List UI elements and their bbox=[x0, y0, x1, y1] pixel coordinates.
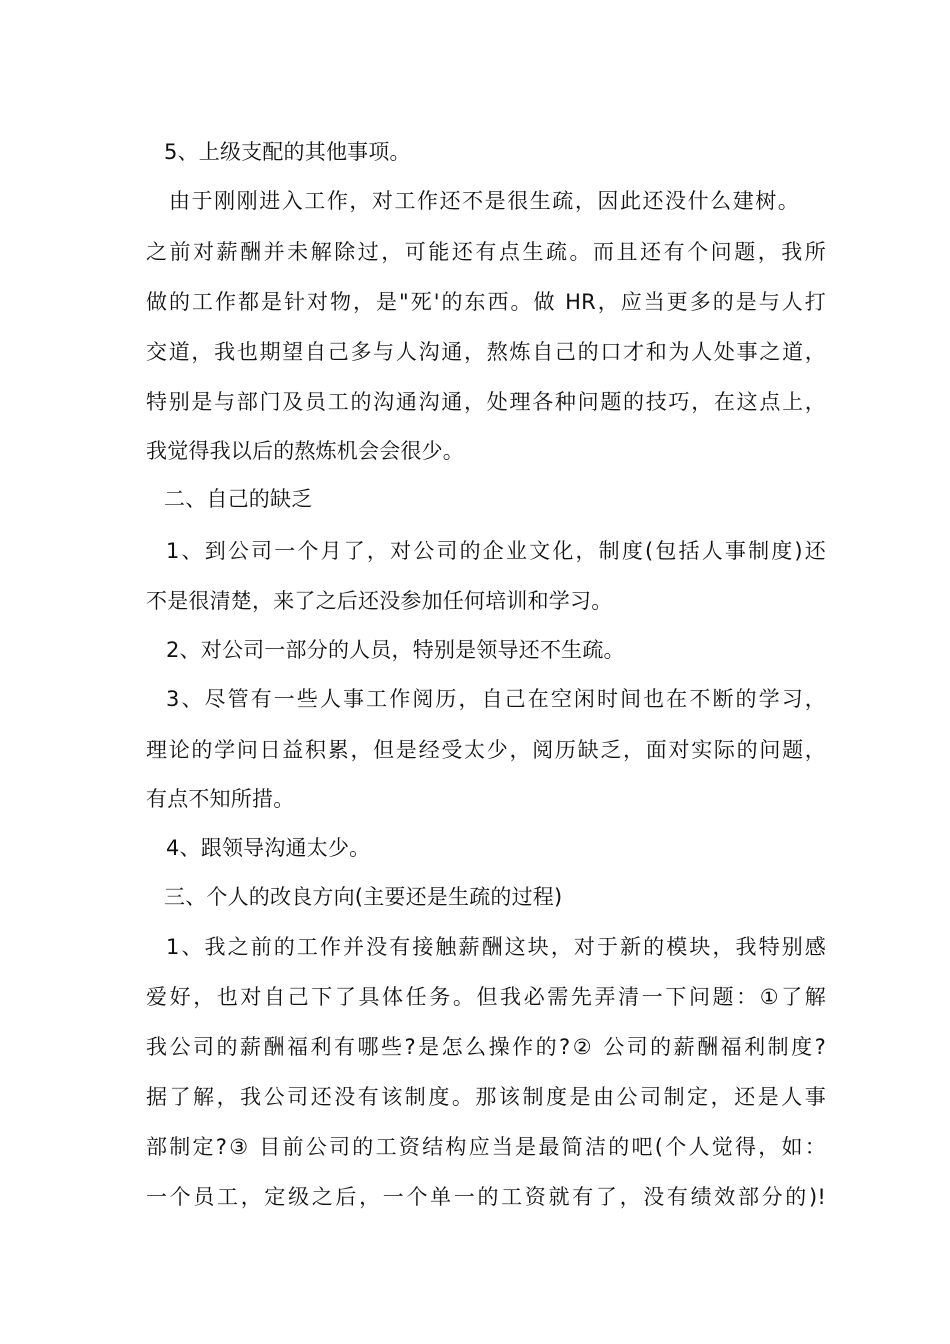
text-line: 不是很清楚，来了之后还没参加任何培训和学习。 bbox=[146, 589, 613, 613]
section-heading: 二、自己的缺乏 bbox=[164, 487, 313, 511]
text-line: 由于刚刚进入工作，对工作还不是很生疏，因此还没什么建树。 bbox=[169, 189, 799, 213]
text-line: 3、尽管有一些人事工作阅历，自己在空闲时间也在不断的学习， bbox=[166, 687, 826, 711]
text-line: 之前对薪酬并未解除过，可能还有点生疏。而且还有个问题，我所 bbox=[146, 240, 826, 264]
text-line: 5、上级支配的其他事项。 bbox=[164, 140, 411, 164]
text-line: 据了解，我公司还没有该制度。那该制度是由公司制定，还是人事 bbox=[146, 1085, 826, 1109]
text-line: 理论的学问日益积累，但是经受太少，阅历缺乏，面对实际的问题， bbox=[146, 738, 826, 762]
text-line: 一个员工，定级之后，一个单一的工资就有了，没有绩效部分的)! bbox=[146, 1185, 826, 1209]
text-line: 部制定?③ 目前公司的工资结构应当是最简洁的吧(个人觉得，如： bbox=[146, 1135, 826, 1159]
text-line: 特别是与部门及员工的沟通沟通，处理各种问题的技巧，在这点上， bbox=[146, 390, 826, 414]
text-line: 交道，我也期望自己多与人沟通，熬炼自己的口才和为人处事之道， bbox=[146, 340, 826, 364]
text-line: 做的工作都是针对物，是"死'的东西。做 HR，应当更多的是与人打 bbox=[146, 290, 826, 314]
section-heading: 三、个人的改良方向(主要还是生疏的过程) bbox=[164, 885, 563, 909]
text-line: 4、跟领导沟通太少。 bbox=[166, 836, 371, 860]
text-line: 有点不知所措。 bbox=[146, 787, 295, 811]
text-line: 1、到公司一个月了，对公司的企业文化，制度(包括人事制度)还 bbox=[166, 539, 826, 563]
text-line: 2、对公司一部分的人员，特别是领导还不生疏。 bbox=[166, 638, 625, 662]
text-line: 我公司的薪酬福利有哪些?是怎么操作的?② 公司的薪酬福利制度? bbox=[146, 1035, 826, 1059]
text-line: 1、我之前的工作并没有接触薪酬这块，对于新的模块，我特别感 bbox=[166, 935, 826, 959]
text-line: 我觉得我以后的熬炼机会会很少。 bbox=[146, 439, 464, 463]
text-line: 爱好，也对自己下了具体任务。但我必需先弄清一下问题：①了解 bbox=[146, 985, 826, 1009]
